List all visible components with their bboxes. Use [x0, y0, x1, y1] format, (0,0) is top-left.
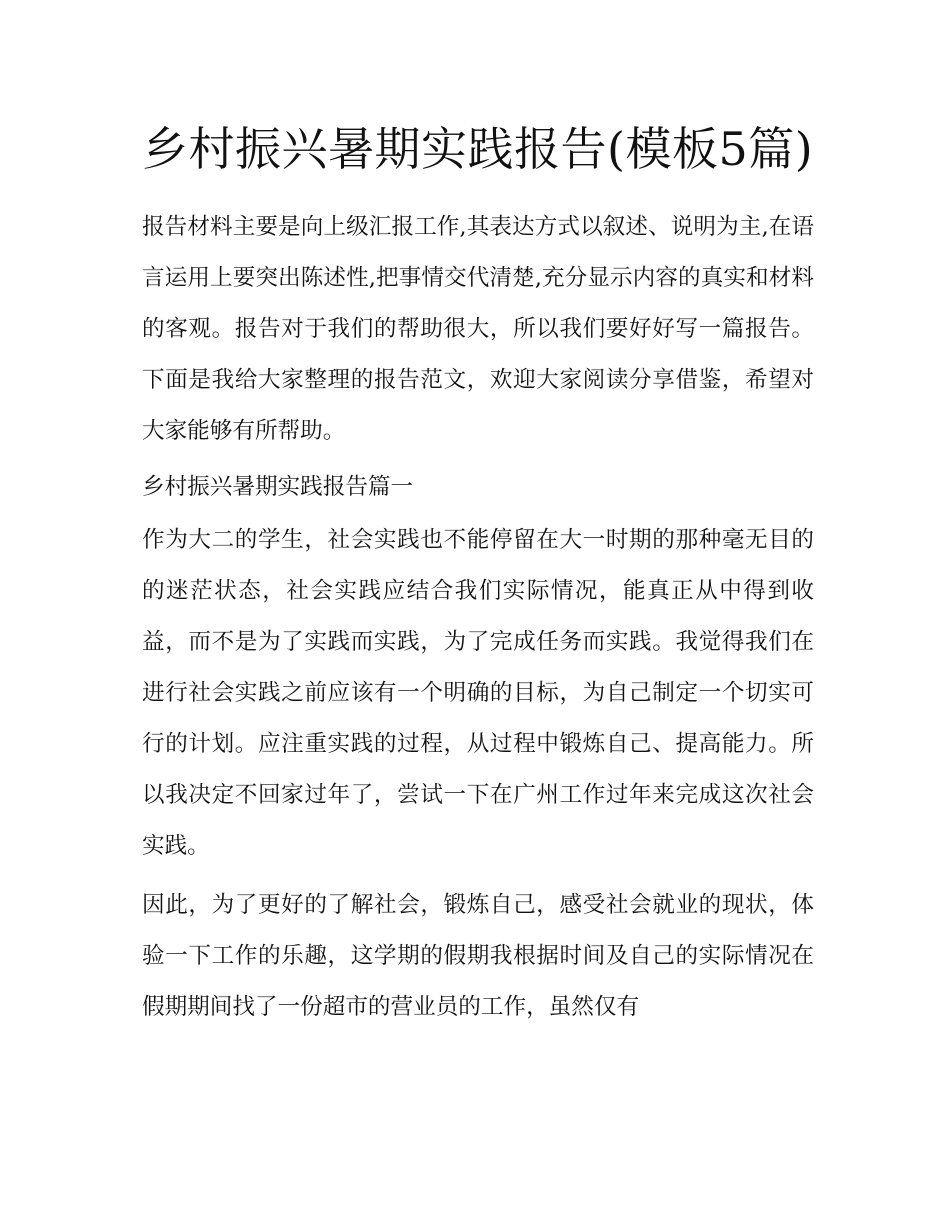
document-title: 乡村振兴暑期实践报告(模板5篇) [142, 122, 814, 176]
body-paragraph-2: 因此，为了更好的了解社会，锻炼自己，感受社会就业的现状，体验一下工作的乐趣，这学期的假期我根据时间及自己的实际情况在假期期间找了一份超市的营业员的工作，虽然仅有 [142, 892, 814, 1020]
document-body [142, 112, 814, 1033]
intro-paragraph: 报告材料主要是向上级汇报工作,其表达方式以叙述、说明为主,在语言运用上要突出陈述性,把事情交代清楚,充分显示内容的真实和材料的客观。报告对于我们的帮助很大，所以我们要好好写一篇报告。下面是我给大家整理的报告范文，欢迎大家阅读分享借鉴，希望对大家能够有所帮助。 [142, 214, 814, 444]
section-heading: 乡村振兴暑期实践报告篇一 [142, 474, 414, 500]
body-paragraph-1: 作为大二的学生，社会实践也不能停留在大一时期的那种毫无目的的迷茫状态，社会实践应结合我们实际情况，能真正从中得到收益，而不是为了实践而实践，为了完成任务而实践。我觉得我们在进行社会实践之前应该有一个明确的目标，为自己制定一个切实可行的计划。应注重实践的过程，从过程中锻炼自己、提高能力。所以我决定不回家过年了，尝试一下在广州工作过年来完成这次社会实践。 [142, 527, 814, 859]
